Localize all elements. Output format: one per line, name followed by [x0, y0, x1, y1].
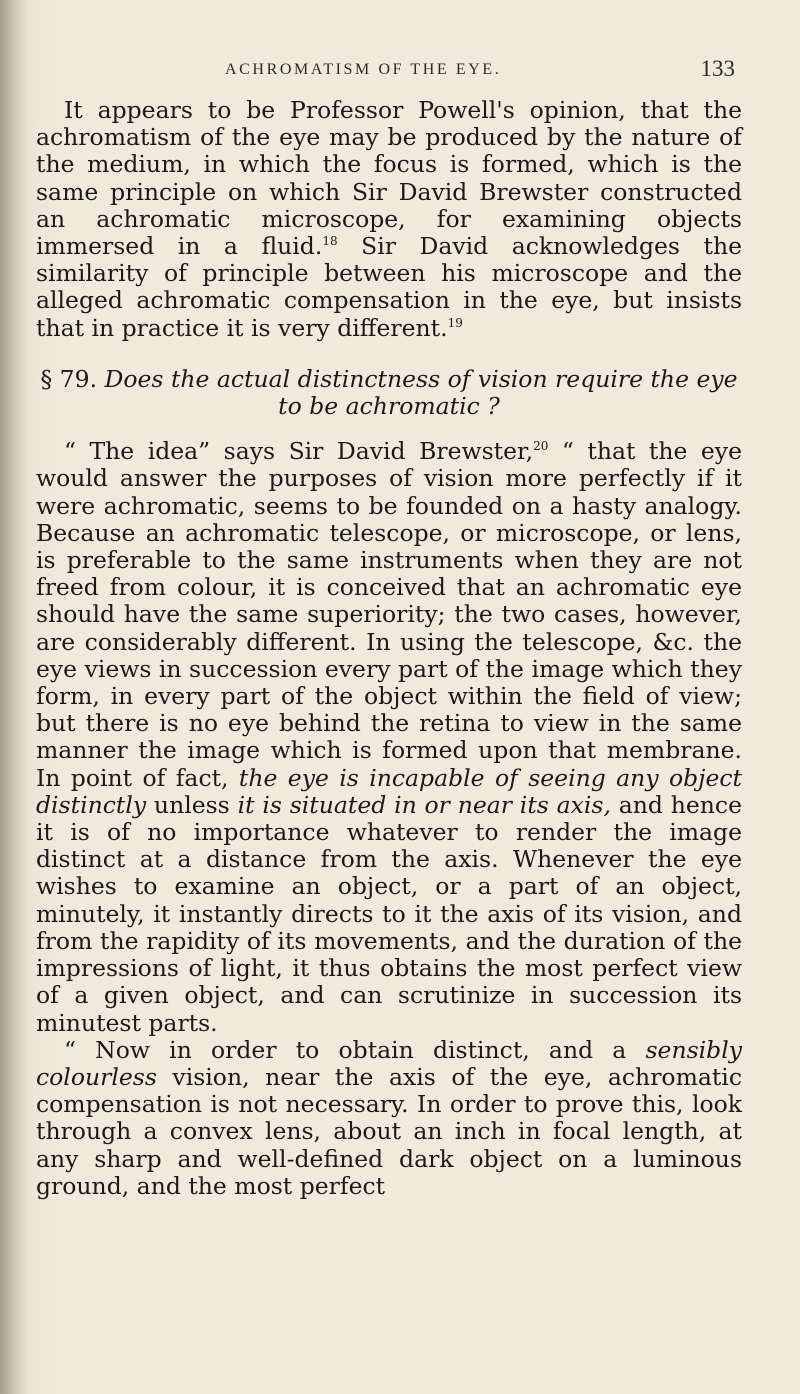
section-title-line-1: Does the actual distinctness of vision require the eye — [104, 364, 738, 393]
italic-emphasis: the eye is incapable of seeing any object distinctly — [36, 763, 742, 819]
paragraph-text: It appears to be Professor Powell's opinion, that the achromatism of the eye may be produced by the nature of the medium, in which the focus is formed, which is the same principle on which Sir David Brewster constructed an achromatic microscope, for examining objects immersed in a fluid. — [36, 96, 742, 261]
footnote-ref-20: 20 — [533, 439, 549, 454]
paragraph-text: unless — [146, 790, 238, 819]
italic-emphasis: it is situated in or near its axis, — [237, 790, 611, 819]
paragraph-powell-opinion — [36, 97, 742, 342]
page-number: 133 — [700, 56, 735, 81]
paragraph-brewster-quote — [36, 438, 742, 1036]
paragraph-colourless-vision — [36, 1037, 742, 1200]
paragraph-text: “ The idea” says Sir David Brewster, — [64, 437, 534, 466]
italic-emphasis: sensibly colourless — [36, 1035, 742, 1091]
section-number: § 79. — [40, 364, 98, 393]
page-header — [225, 56, 735, 88]
section-heading — [36, 366, 742, 420]
binding-shadow — [0, 0, 28, 1394]
footnote-ref-19: 19 — [447, 315, 463, 330]
paragraph-text: “ Now in order to obtain distinct, and a — [64, 1035, 646, 1064]
paragraph-text: “ that the eye would answer the purposes of vision more perfectly if it were achromatic, seems to be founded on a hasty analogy. Because an achromatic telescope, or microscope, or lens, is preferable to the same instruments when they are not freed from colour, it is conceived that an achromatic eye should have the same superiority; the two cases, however, are considerably different. In using the telescope, &c. the eye views in succession every part of the image which they form, in every part of the object within the field of view; but there is no eye behind the retina to view in the same manner the image which is formed upon that membrane. In point of fact, — [36, 437, 742, 792]
page-body — [36, 97, 742, 1200]
paragraph-text: Sir David acknowledges the similarity of principle between his microscope and the alleged achromatic compensation in the eye, but insists that in practice it is very different. — [36, 232, 742, 342]
running-title: ACHROMATISM OF THE EYE. — [225, 61, 502, 78]
paragraph-text: and hence it is of no importance whatever to render the image distinct at a distance from the axis. Whenever the eye wishes to examine an object, or a part of an object, minutely, it instantly directs to it the axis of its vision, and from the rapidity of its movements, and the duration of the impressions of light, it thus obtains the most perfect view of a given object, and can scrutinize in succession its minutest parts. — [36, 790, 742, 1037]
footnote-ref-18: 18 — [322, 234, 338, 249]
section-title-line-2: to be achromatic ? — [278, 392, 500, 421]
paragraph-text: vision, near the axis of the eye, achromatic compensation is not necessary. In order to prove this, look through a convex lens, about an inch in focal length, at any sharp and well-defined dark object on a luminous ground, and the most perfect — [36, 1062, 742, 1200]
